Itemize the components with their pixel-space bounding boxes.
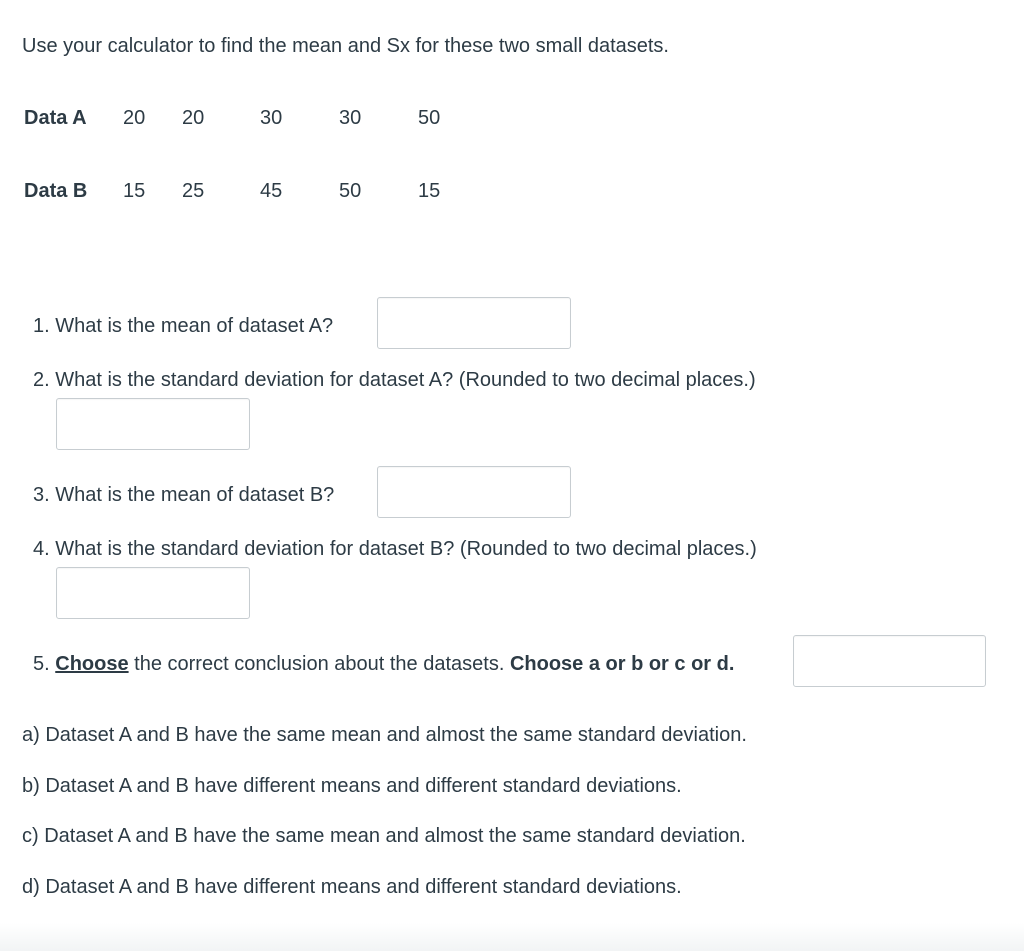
dataset-a-label: Data A — [24, 107, 87, 129]
dataset-b-label: Data B — [24, 180, 88, 202]
option-b: b) Dataset A and B have different means and different standard deviations. — [22, 775, 682, 797]
option-c: c) Dataset A and B have the same mean and almost the same standard deviation. — [22, 825, 746, 847]
dataset-b-row — [0, 180, 600, 210]
question-1-answer-input[interactable] — [377, 297, 571, 349]
question-4-answer-input[interactable] — [56, 567, 250, 619]
dataset-b-value: 15 — [418, 180, 441, 202]
question-4-text: 4. What is the standard deviation for dataset B? (Rounded to two decimal places.) — [33, 538, 757, 560]
dataset-a-value: 30 — [260, 107, 283, 129]
question-5-middle: the correct conclusion about the datasets. — [128, 653, 510, 675]
question-2-text: 2. What is the standard deviation for dataset A? (Rounded to two decimal places.) — [33, 369, 756, 391]
dataset-a-row — [0, 107, 600, 137]
question-1-text: 1. What is the mean of dataset A? — [33, 315, 334, 337]
question-3-text: 3. What is the mean of dataset B? — [33, 484, 335, 506]
dataset-b-value: 15 — [123, 180, 146, 202]
question-3-answer-input[interactable] — [377, 466, 571, 518]
option-d: d) Dataset A and B have different means and different standard deviations. — [22, 876, 682, 898]
dataset-a-value: 20 — [182, 107, 205, 129]
dataset-a-value: 30 — [339, 107, 362, 129]
bottom-divider — [0, 923, 1024, 951]
dataset-b-value: 45 — [260, 180, 283, 202]
question-2-answer-input[interactable] — [56, 398, 250, 450]
question-5-instruction: Choose a or b or c or d. — [509, 653, 735, 675]
choose-link[interactable]: Choose — [55, 653, 129, 675]
question-5-text — [33, 653, 734, 676]
question-5-prefix: 5. — [33, 653, 56, 675]
option-a: a) Dataset A and B have the same mean and almost the same standard deviation. — [22, 724, 747, 746]
dataset-a-value: 50 — [418, 107, 441, 129]
dataset-b-value: 50 — [339, 180, 362, 202]
dataset-b-value: 25 — [182, 180, 205, 202]
intro-text: Use your calculator to find the mean and Sx for these two small datasets. — [22, 35, 669, 57]
dataset-a-value: 20 — [123, 107, 146, 129]
question-5-answer-input[interactable] — [793, 635, 986, 687]
